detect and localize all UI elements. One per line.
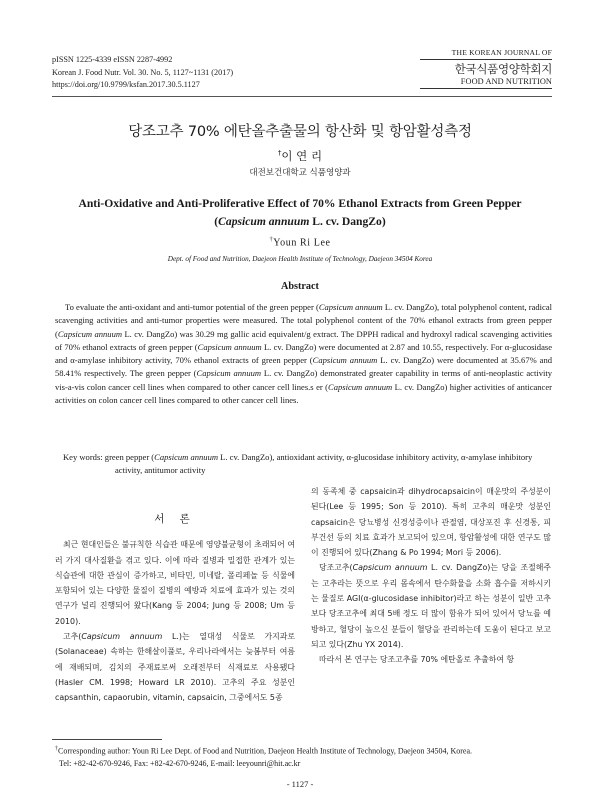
citation-line: Korean J. Food Nutr. Vol. 30. No. 5, 1127~1131 (2017): [52, 67, 234, 77]
corresponding-mark: †: [277, 149, 282, 158]
text-run: L. cv. DangZo)는 당을 조절해주는 고추라는 뜻으로 우리 몸속에서 탄수화물을 소화 흡수를 저하시키는 물질로 AGI(α-glucosidase inhibitor)라고 하는 성분이 일반 고추보다 당조고추에 최대 5배 정도 더 많이 함유가 되어 있어서 당뇨를 예방하고, 혈당이 높으신 분들이 혈당을 관리하는데 도움이 된다고 보고되고 있다(Zhu YX 2014).: [311, 563, 551, 649]
body-column-right: [311, 484, 551, 668]
text-run: 의 동족체 중 capsaicin과 dihydrocapsaicin이 매운맛의 주성분이 된다(Lee 등 1995; Son 등 2010). 특히 고추의 매운맛 성분인 capsaicin은 당뇨병성 신경성증이나 관절염, 대상포진 후 신경통, 피부건선 등의 치료 효과가 보고되어 있으며, 항암활성에 대한 연구도 많이 진행되어 있다(Zhang & Po 1994; Mori 등 2006).: [311, 487, 551, 558]
affiliation-ko: 대전보건대학교 식품영양과: [249, 168, 351, 178]
species-name: Capsicum annuum: [196, 368, 262, 379]
keywords-label: Key words:: [63, 452, 103, 462]
footnote-line-1: †Corresponding author: Youn Ri Lee Dept. of Food and Nutrition, Daejeon Health Institute of Technology, Daejeon 34504, Korea.: [55, 746, 473, 756]
affiliation-en: Dept. of Food and Nutrition, Daejeon Health Institute of Technology, Daejeon 34504 Korea: [167, 255, 433, 263]
text-run: L. cv. DangZo) was 30.29 mg gallic acid equivalent/g extract. The DPPH radical and hydroxyl radical scavenging activities of 70% ethanol extracts of green pepper (: [55, 328, 552, 352]
issn-line: pISSN 1225-4339 eISSN 2287-4992: [52, 55, 173, 64]
species-name: Capsicum annuum: [318, 302, 383, 312]
abstract-text: [55, 301, 552, 407]
text-run: To evaluate the anti-oxidant and anti-tumor potential of the green pepper (: [65, 302, 319, 312]
text-run: 당조고추(: [319, 563, 353, 573]
text-run: L. cv. DangZo), antioxidant activity, α-glucosidase inhibitory activity, α-amylase inhibitory activity, antitumor activity: [115, 452, 533, 476]
citation-block: [52, 54, 233, 92]
text-run: 따라서 본 연구는 당조고추를 70% 에탄올로 추출하여 항: [319, 655, 515, 665]
corresponding-mark-en: †: [269, 236, 274, 243]
body-paragraph: [55, 537, 295, 629]
text-run: L. cv. DangZo) higher activities of anticancer activities on colon cancer cell lines compared to other cancer cell lines.: [55, 381, 552, 406]
text-run: 최근 현대인들은 불규칙한 식습관 때문에 영양불균형이 초래되어 여러 가지 대사질환을 겪고 있다. 이에 따라 질병과 밀접한 관계가 있는 식습관에 대한 관심이 증가하고, 비타민, 미네랄, 폴리페놀 등 식물에 포함되어 있는 다양한 물질이 질병의 예방과 치료에 효과가 있는 것의 연구가 널리 진행되어 왔다(Kang 등 2004; Jung 등 2008; Um 등 2010).: [55, 540, 295, 626]
text-run: L. cv. DangZo) were documented at 35.67% and 58.41% respectively. The green pepper (: [55, 355, 553, 379]
text-run: L. cv. DangZo) demonstrated greater capability in terms of anti-neoplastic activity vis-a-vis colon cancer cell lines when compared to other cancer cell lines.s er (: [55, 368, 552, 392]
title-en-line-1: Anti-Oxidative and Anti-Proliferative Effect of 70% Ethanol Extracts from Green Pepper: [78, 197, 522, 210]
journal-masthead: [420, 48, 552, 89]
author-name-ko: 이 연 리: [281, 149, 323, 163]
footnote-line-2: Tel: +82-42-670-9246, Fax: +82-42-670-9246, E-mail: leeyounri@hit.ac.kr: [59, 759, 301, 769]
title-en-line-2: (Capsicum annuum L. cv. DangZo): [214, 215, 386, 228]
species-name: Capsicum annuum: [328, 381, 393, 392]
corresponding-author-footnote: [55, 743, 552, 771]
section-heading-introduction: 서 론: [154, 513, 196, 525]
body-column-left: [55, 512, 295, 706]
text-run: L. cv. DangZo), total polyphenol content, radical scavenging activities and anti-tumor properties were measured. The total polyphenol content of the 70% ethanol extracts from green pepper (: [55, 302, 552, 339]
header-divider: [52, 96, 552, 97]
species-name: Capsicum annuum: [154, 452, 219, 462]
species-name: Capsicum annuum: [312, 355, 378, 366]
body-paragraph: [311, 560, 551, 652]
footnote-divider: [52, 739, 162, 740]
author-ko: [0, 148, 600, 164]
species-name: Capsicum annuum: [81, 632, 163, 642]
journal-name-en-top: THE KOREAN JOURNAL OF: [420, 48, 552, 60]
species-name: Capsicum annuum: [197, 341, 262, 352]
text-run: L. cv. DangZo) were documented at 2.87 and 10.55, respectively. For α-glucosidase and α-amylase inhibitory activity, 70% ethanol extracts of green pepper (: [55, 341, 552, 366]
keywords-text: [103, 452, 533, 475]
keywords: [55, 451, 552, 477]
abstract-heading: Abstract: [281, 281, 319, 292]
body-paragraph: [311, 652, 551, 667]
doi-link[interactable]: https://doi.org/10.9799/ksfan.2017.30.5.1127: [52, 80, 200, 89]
text-run: green pepper (: [102, 452, 155, 462]
paper-title-ko: 당조고추 70% 에탄올추출물의 항산화 및 항암활성측정: [128, 124, 472, 140]
journal-name-en-bottom: FOOD AND NUTRITION: [420, 77, 552, 89]
species-name: Capsicum annuum: [352, 563, 428, 573]
species-name: Capsicum annuum: [218, 215, 310, 228]
body-paragraph: [55, 629, 295, 705]
text-run: 고추(: [63, 632, 82, 642]
page-number: - 1127 -: [286, 779, 314, 789]
author-en: [0, 236, 600, 248]
author-name-en: Youn Ri Lee: [273, 237, 331, 249]
journal-name-ko: 한국식품영양학회지: [454, 62, 552, 76]
text-run: L.)는 열대성 식물로 가지과로(Solanaceae) 속하는 한해살이풀로, 우리나라에서는 늦봄부터 여름에 재배되며, 김치의 주재료로써 오래전부터 식재료로 사용됐다(Hasler CM. 1998; Howard LR 2010). 고추의 주요 성분인 capsanthin, capaorubin, vitamin, capsaicin, 그중에서도 5종: [55, 632, 295, 703]
paper-title-en: [60, 195, 540, 231]
body-paragraph: [311, 484, 551, 560]
species-name: Capsicum annuum: [57, 328, 123, 339]
left-column-paragraphs: [55, 537, 295, 705]
